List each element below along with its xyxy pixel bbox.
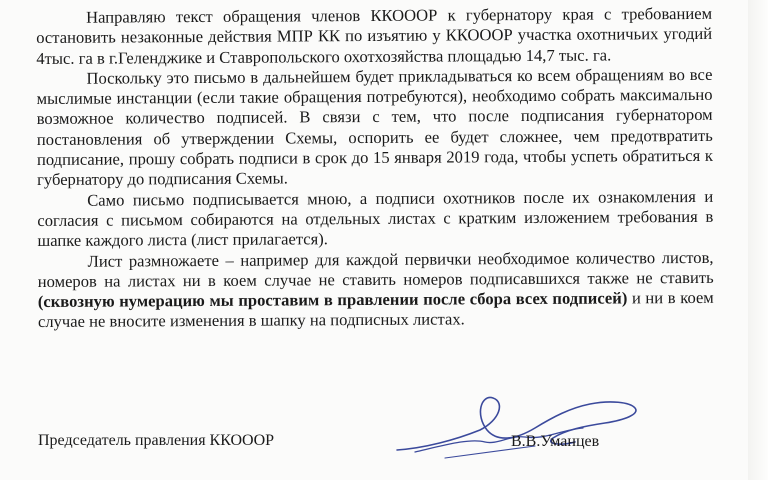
paragraph-text: Само письмо подписывается мною, а подписи охотников после их ознакомления и согласия с письмом собираются на отдельных листах с кратким изложением требования в шапке каждого листа (лист прилагается). [37, 186, 714, 251]
paragraph-request [36, 4, 712, 69]
paragraph-text: Направляю текст обращения членов ККОООР к губернатору края с требованием остановить незаконные действия МПР КК по изъятию у ККОООР участка охотничьих угодий 4тыс. га в г.Геленджике и Ставропольского охотхозяйства площадью 14,7 тыс. га. [36, 3, 713, 68]
paragraph-text: Лист размножаете – например для каждой первички необходимое количество листов, номеров на листах ни в коем случае не ставить номеров подписавшихся также не ставить [37, 247, 714, 291]
paragraph-text: и ни в коем случае не вносите изменения в шапку на подписных листах. [37, 288, 714, 332]
paragraph-copying-instructions [37, 247, 713, 332]
chairman-title: Председатель правления ККОООР [38, 432, 275, 449]
paragraph-signatures-purpose [36, 65, 713, 191]
page-edge-shadow [748, 0, 768, 480]
signer-name: В.В.Уманцев [511, 433, 600, 450]
paragraph-signing-procedure [37, 187, 713, 252]
letter-body [36, 4, 714, 333]
bold-numbering-note: (сквозную нумерацию мы проставим в правлении после сбора всех подписей) [37, 288, 628, 312]
handwritten-signature [385, 390, 645, 465]
paragraph-text: Поскольку это письмо в дальнейшем будет прикладываться ко всем обращениям во все мыслимые инстанции (если такие обращения потребуются), необходимо собрать максимально возможное количество подписей. В связи с тем, что после подписания губернатором постановления об утверждении Схемы, оспорить ее будет сложнее, чем предотвратить подписание, прошу собрать подписи в срок до 15 января 2019 года, чтобы успеть обратиться к губернатору до подписания Схемы. [36, 64, 713, 190]
